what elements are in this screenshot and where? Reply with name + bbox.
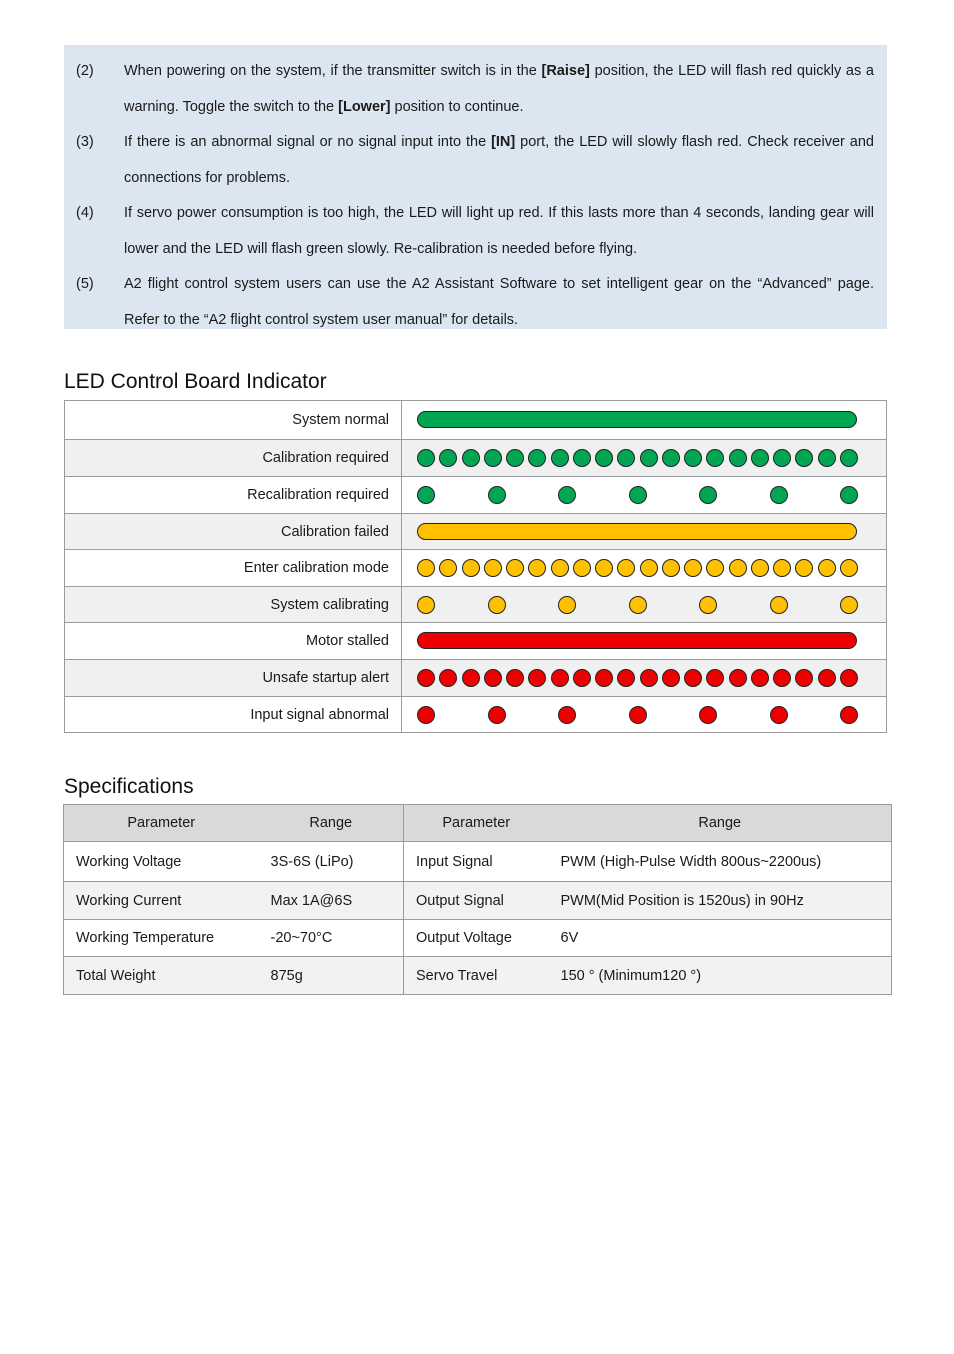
- led-dot: [795, 449, 813, 467]
- led-dot: [818, 559, 836, 577]
- led-dot: [662, 559, 680, 577]
- led-dot: [629, 596, 647, 614]
- led-dot: [417, 596, 435, 614]
- spec-range: 875g: [259, 957, 404, 995]
- note-number: (5): [76, 276, 94, 292]
- led-dot: [506, 449, 524, 467]
- spec-range: Max 1A@6S: [259, 882, 404, 920]
- led-dot: [488, 596, 506, 614]
- led-dot: [551, 559, 569, 577]
- led-row-label: Calibration required: [65, 440, 402, 477]
- led-dot: [558, 596, 576, 614]
- spec-range: 3S-6S (LiPo): [259, 842, 404, 882]
- led-pattern-cell: [402, 697, 887, 733]
- led-dot: [595, 559, 613, 577]
- spec-header-row: [64, 805, 892, 842]
- spec-parameter: Output Voltage: [404, 920, 549, 957]
- led-dot: [751, 449, 769, 467]
- led-dot: [417, 559, 435, 577]
- spec-range: 150 ° (Minimum120 °): [549, 957, 892, 995]
- led-pattern-cell: [402, 514, 887, 550]
- led-dot: [706, 559, 724, 577]
- led-pattern-cell: [402, 623, 887, 660]
- led-dot: [684, 669, 702, 687]
- led-row: [65, 697, 887, 733]
- led-dots: [417, 559, 858, 577]
- led-solid-bar: [417, 523, 857, 540]
- led-dot: [573, 559, 591, 577]
- led-row: [65, 660, 887, 697]
- led-dot: [729, 449, 747, 467]
- led-dot: [770, 706, 788, 724]
- led-dot: [617, 449, 635, 467]
- led-dot: [840, 706, 858, 724]
- led-dot: [729, 559, 747, 577]
- led-pattern-cell: [402, 550, 887, 587]
- led-dot: [462, 559, 480, 577]
- led-row-label: System normal: [65, 401, 402, 440]
- led-dot: [751, 559, 769, 577]
- led-dot: [773, 559, 791, 577]
- led-row-label: Input signal abnormal: [65, 697, 402, 733]
- led-dot: [484, 449, 502, 467]
- led-dot: [729, 669, 747, 687]
- led-solid-bar: [417, 632, 857, 649]
- led-dot: [640, 669, 658, 687]
- led-row: [65, 623, 887, 660]
- led-dot: [462, 449, 480, 467]
- led-dot: [551, 669, 569, 687]
- note-text: A2 flight control system users can use the A2 Assistant Software to set intelligent gear on the “Advanced” page. Refer to the “A2 flight control system user manual” for details.: [124, 276, 874, 328]
- led-dot: [770, 596, 788, 614]
- led-dot: [706, 449, 724, 467]
- note-text: When powering on the system, if the transmitter switch is in the [Raise] position, the LED will flash red quickly as a warning. Toggle the switch to the [Lower] position to continue.: [124, 63, 874, 115]
- led-dot: [699, 596, 717, 614]
- notes-box: [64, 45, 887, 329]
- led-dot: [417, 669, 435, 687]
- led-dot: [417, 706, 435, 724]
- led-row-label: Calibration failed: [65, 514, 402, 550]
- led-dot: [699, 486, 717, 504]
- led-row: [65, 514, 887, 550]
- led-dot: [506, 669, 524, 687]
- led-row: [65, 401, 887, 440]
- led-dot: [773, 669, 791, 687]
- spec-row: [64, 920, 892, 957]
- spec-row: [64, 882, 892, 920]
- spec-parameter: Working Voltage: [64, 842, 259, 882]
- spec-row: [64, 842, 892, 882]
- led-dot: [558, 486, 576, 504]
- led-dot: [795, 669, 813, 687]
- spec-parameter: Servo Travel: [404, 957, 549, 995]
- led-pattern-cell: [402, 401, 887, 440]
- spec-header-cell: Parameter: [404, 805, 549, 842]
- led-row-label: Motor stalled: [65, 623, 402, 660]
- led-row: [65, 550, 887, 587]
- led-indicator-table: [64, 400, 887, 733]
- spec-header-cell: Range: [549, 805, 892, 842]
- spec-row: [64, 957, 892, 995]
- led-dot: [506, 559, 524, 577]
- led-dot: [417, 449, 435, 467]
- spec-parameter: Input Signal: [404, 842, 549, 882]
- led-dot: [528, 559, 546, 577]
- led-dot: [488, 486, 506, 504]
- led-dot: [439, 559, 457, 577]
- led-dot: [573, 669, 591, 687]
- led-dot: [417, 486, 435, 504]
- led-dot: [699, 706, 717, 724]
- led-dot: [595, 449, 613, 467]
- led-dot: [840, 449, 858, 467]
- led-pattern-cell: [402, 660, 887, 697]
- led-dot: [462, 669, 480, 687]
- led-dot: [629, 706, 647, 724]
- led-dot: [773, 449, 791, 467]
- led-section-title: LED Control Board Indicator: [64, 370, 327, 393]
- led-dot: [684, 559, 702, 577]
- led-dot: [439, 669, 457, 687]
- spec-range: PWM (High-Pulse Width 800us~2200us): [549, 842, 892, 882]
- led-dot: [617, 669, 635, 687]
- led-dot: [640, 449, 658, 467]
- led-dots: [417, 486, 858, 504]
- note-text: If servo power consumption is too high, the LED will light up red. If this lasts more than 4 seconds, landing gear will lower and the LED will flash green slowly. Re-calibration is needed before flying.: [124, 205, 874, 257]
- led-dot: [770, 486, 788, 504]
- led-dot: [573, 449, 591, 467]
- spec-parameter: Output Signal: [404, 882, 549, 920]
- led-dot: [818, 449, 836, 467]
- led-dots: [417, 596, 858, 614]
- led-dots: [417, 449, 858, 467]
- led-dot: [629, 486, 647, 504]
- led-dot: [488, 706, 506, 724]
- led-dot: [795, 559, 813, 577]
- led-dot: [484, 559, 502, 577]
- led-pattern-cell: [402, 477, 887, 514]
- led-dot: [484, 669, 502, 687]
- led-dot: [706, 669, 724, 687]
- spec-parameter: Working Temperature: [64, 920, 259, 957]
- spec-range: -20~70°C: [259, 920, 404, 957]
- led-dots: [417, 706, 858, 724]
- led-dot: [662, 449, 680, 467]
- note-number: (2): [76, 63, 94, 79]
- spec-header-cell: Parameter: [64, 805, 259, 842]
- led-row-label: Unsafe startup alert: [65, 660, 402, 697]
- spec-header-cell: Range: [259, 805, 404, 842]
- led-dot: [558, 706, 576, 724]
- led-dot: [595, 669, 613, 687]
- led-dot: [640, 559, 658, 577]
- led-dot: [840, 596, 858, 614]
- led-pattern-cell: [402, 587, 887, 623]
- led-dot: [551, 449, 569, 467]
- led-dot: [818, 669, 836, 687]
- led-solid-bar: [417, 411, 857, 428]
- led-row-label: System calibrating: [65, 587, 402, 623]
- led-dots: [417, 669, 858, 687]
- led-dot: [528, 449, 546, 467]
- spec-parameter: Working Current: [64, 882, 259, 920]
- led-dot: [840, 559, 858, 577]
- spec-range: 6V: [549, 920, 892, 957]
- spec-range: PWM(Mid Position is 1520us) in 90Hz: [549, 882, 892, 920]
- led-dot: [662, 669, 680, 687]
- led-row: [65, 440, 887, 477]
- note-number: (4): [76, 205, 94, 221]
- led-row-label: Recalibration required: [65, 477, 402, 514]
- spec-parameter: Total Weight: [64, 957, 259, 995]
- led-dot: [617, 559, 635, 577]
- led-row-label: Enter calibration mode: [65, 550, 402, 587]
- note-text: If there is an abnormal signal or no signal input into the [IN] port, the LED will slowly flash red. Check receiver and connections for problems.: [124, 134, 874, 186]
- spec-section-title: Specifications: [64, 775, 194, 798]
- led-dot: [528, 669, 546, 687]
- led-dot: [439, 449, 457, 467]
- led-dot: [840, 486, 858, 504]
- led-row: [65, 477, 887, 514]
- led-row: [65, 587, 887, 623]
- led-pattern-cell: [402, 440, 887, 477]
- spec-table: [63, 804, 892, 995]
- led-dot: [751, 669, 769, 687]
- note-number: (3): [76, 134, 94, 150]
- led-dot: [840, 669, 858, 687]
- led-dot: [684, 449, 702, 467]
